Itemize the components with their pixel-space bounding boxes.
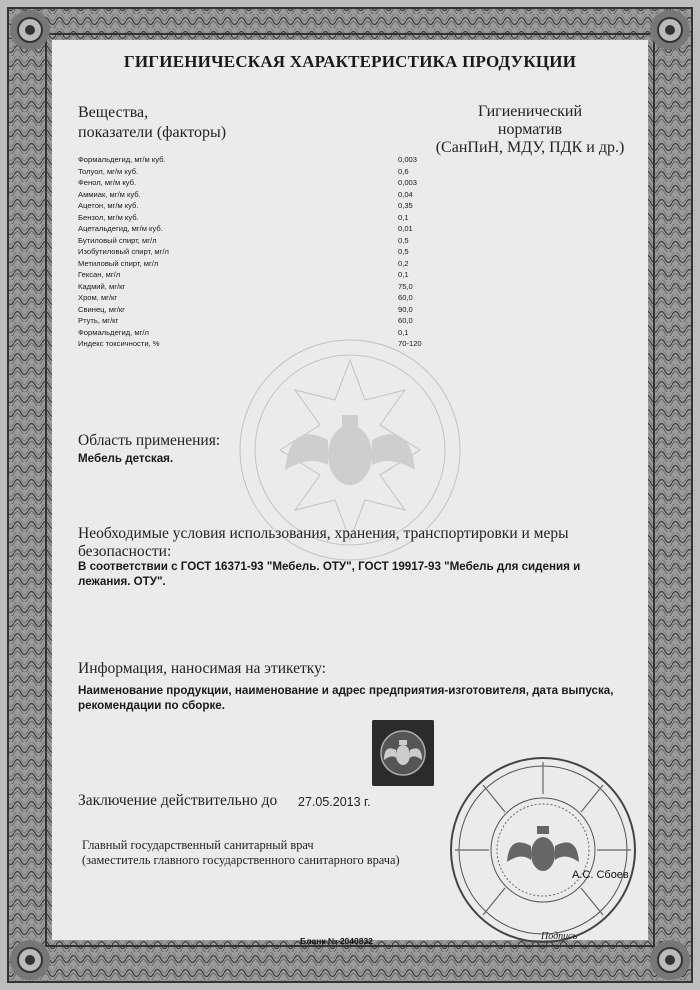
chief-doctor-title <box>82 838 400 868</box>
table-row <box>78 189 438 201</box>
value-cell: 60,0 <box>398 316 413 325</box>
table-row <box>78 269 438 281</box>
norm-header-line: Гигиенический <box>477 103 583 120</box>
table-row <box>78 292 438 304</box>
scope-label: Область применения: <box>78 432 221 449</box>
value-cell: 0,01 <box>398 224 413 233</box>
norm-column-header <box>420 103 640 157</box>
value-cell: 90,0 <box>398 304 413 314</box>
table-row <box>78 338 438 350</box>
substances-header-line: показатели (факторы) <box>78 124 227 141</box>
value-cell: 70-120 <box>398 339 422 348</box>
signature-label: Подпись <box>541 931 578 942</box>
signer-name: А.С. Сбоев <box>572 869 629 881</box>
table-row <box>78 258 438 270</box>
corner-ornament-top-left <box>10 10 50 50</box>
value-cell: 0,35 <box>398 201 413 210</box>
corner-ornament-bottom-left <box>10 940 50 980</box>
conditions-text-line: В соответствии с ГОСТ 16371-93 "Мебель. ОТУ", ГОСТ 19917-93 "Мебель для сидения и <box>78 560 581 573</box>
substance-cell: Фенол, мг/м куб. <box>78 178 137 187</box>
substance-cell: Формальдегид, мг/м куб. <box>78 155 166 164</box>
document-title: ГИГИЕНИЧЕСКАЯ ХАРАКТЕРИСТИКА ПРОДУКЦИИ <box>123 52 577 71</box>
substance-cell: Изобутиловый спирт, мг/л <box>78 247 169 256</box>
substances-column-header <box>78 103 226 143</box>
substance-cell: Хром, мг/кг <box>78 293 118 302</box>
conditions-label-line: Необходимые условия использования, хранения, транспортировки и меры <box>78 525 569 542</box>
conditions-text-line: лежания. ОТУ". <box>78 575 166 588</box>
official-stamp-icon <box>443 750 643 950</box>
table-row <box>78 235 438 247</box>
blank-number: Бланк № 2040832 <box>300 936 373 946</box>
validity-label: Заключение действительно до <box>78 792 278 809</box>
value-cell: 0,1 <box>398 270 409 279</box>
table-row <box>78 212 438 224</box>
norm-header-line: норматив <box>497 121 563 138</box>
value-cell: 0,5 <box>398 235 409 245</box>
substance-cell: Метиловый спирт, мг/л <box>78 258 159 268</box>
scope-text: Мебель детская. <box>78 452 174 465</box>
validity-date: 27.05.2013 г. <box>298 795 371 809</box>
table-row <box>78 200 438 212</box>
conditions-label <box>78 525 569 561</box>
table-row <box>78 154 438 166</box>
table-row <box>78 177 438 189</box>
conditions-text <box>78 559 580 589</box>
substance-cell: Формальдегид, мг/л <box>78 327 149 337</box>
value-cell: 60,0 <box>398 293 413 302</box>
substance-cell: Индекс токсичности, % <box>78 339 160 348</box>
value-cell: 0,1 <box>398 327 409 337</box>
value-cell: 0,5 <box>398 247 409 256</box>
label-info-text-line: рекомендации по сборке. <box>78 699 225 712</box>
substance-cell: Ацетальдегид, мг/м куб. <box>78 224 163 233</box>
value-cell: 75,0 <box>398 281 413 291</box>
substance-cell: Кадмий, мг/кг <box>78 281 126 291</box>
conditions-label-line: безопасности: <box>78 543 172 560</box>
substance-cell: Бутиловый спирт, мг/л <box>78 235 157 245</box>
substance-cell: Свинец, мг/кг <box>78 304 125 314</box>
table-row <box>78 327 438 339</box>
substance-cell: Ацетон, мг/м куб. <box>78 201 139 210</box>
corner-ornament-bottom-right <box>650 940 690 980</box>
value-cell: 0,6 <box>398 166 409 176</box>
table-row <box>78 315 438 327</box>
substance-cell: Аммиак, мг/м куб. <box>78 189 141 199</box>
table-row <box>78 246 438 258</box>
hologram-emblem-icon <box>372 720 434 786</box>
hygiene-norms-table <box>78 154 438 350</box>
table-row <box>78 304 438 316</box>
substance-cell: Гексан, мг/л <box>78 270 121 279</box>
doctor-title-line: (заместитель главного государственного санитарного врача) <box>82 853 400 867</box>
substance-cell: Толуол, мг/м куб. <box>78 166 139 176</box>
table-row <box>78 166 438 178</box>
value-cell: 0,003 <box>398 155 418 164</box>
corner-ornament-top-right <box>650 10 690 50</box>
label-info-text-line: Наименование продукции, наименование и адрес предприятия-изготовителя, дата выпуска, <box>78 684 614 697</box>
doctor-title-line: Главный государственный санитарный врач <box>82 838 314 852</box>
substance-cell: Ртуть, мг/кг <box>78 316 119 325</box>
table-row <box>78 223 438 235</box>
table-row <box>78 281 438 293</box>
value-cell: 0,2 <box>398 258 409 268</box>
value-cell: 0,04 <box>398 189 413 199</box>
norm-header-line: (СанПиН, МДУ, ПДК и др.) <box>435 139 625 156</box>
label-info-label: Информация, наносимая на этикетку: <box>78 660 326 677</box>
label-info-text <box>78 683 613 713</box>
value-cell: 0,1 <box>398 212 409 222</box>
value-cell: 0,003 <box>398 178 418 187</box>
substances-header-line: Вещества, <box>78 104 149 121</box>
substance-cell: Бензол, мг/м куб. <box>78 212 139 222</box>
